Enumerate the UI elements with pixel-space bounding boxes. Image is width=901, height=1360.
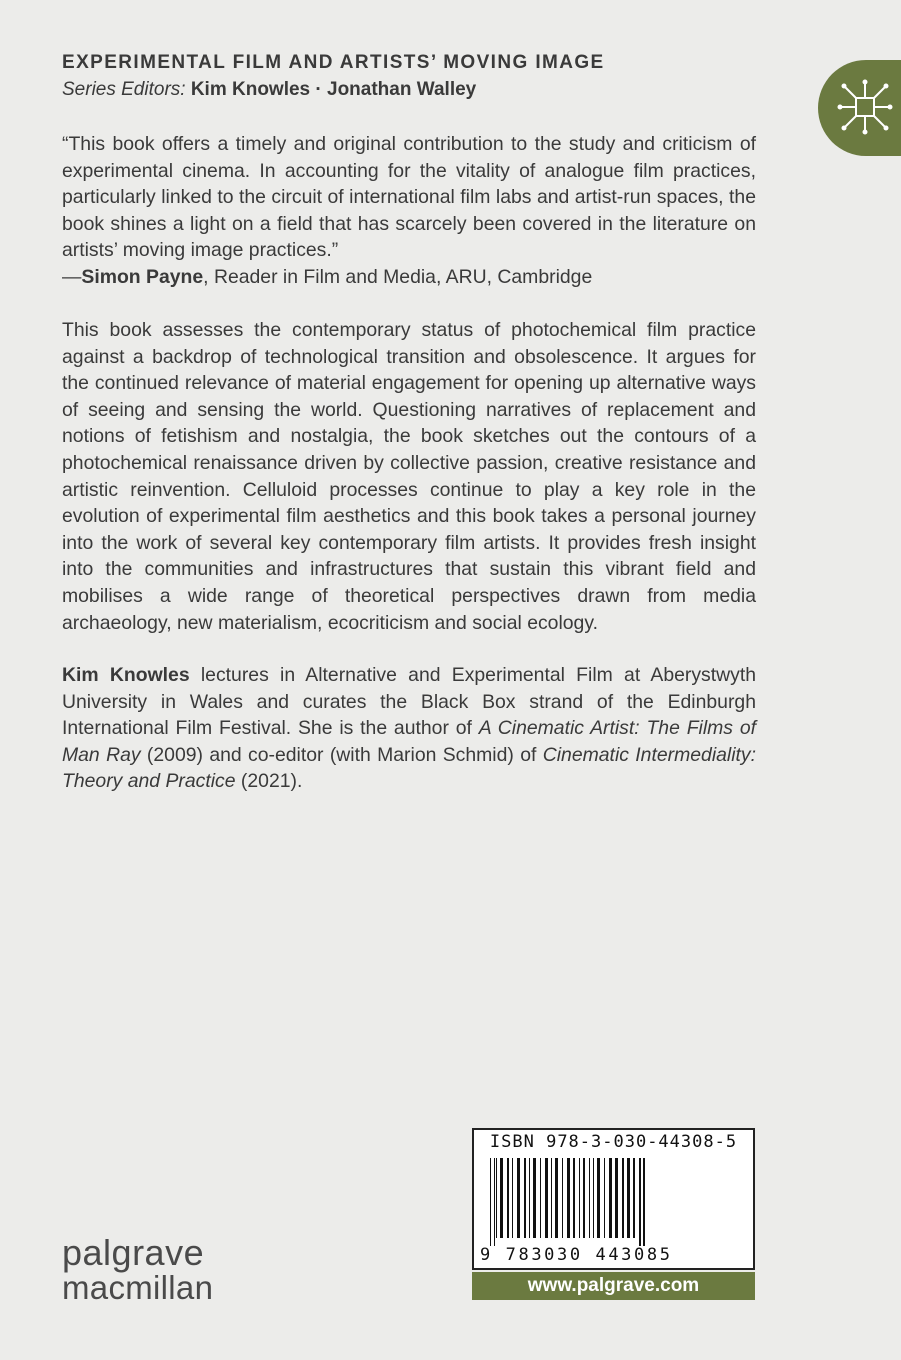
series-logo-tab — [818, 60, 901, 156]
barcode-bar — [597, 1158, 600, 1238]
bio-text-3: (2021). — [235, 770, 303, 793]
barcode-bar — [562, 1158, 563, 1238]
isbn-barcode — [472, 1128, 755, 1270]
barcode-bar — [540, 1158, 541, 1238]
book-description: This book assesses the contemporary status of photochemical film practice against a backdrop of technological transition and obsolescence. It argues for the continued relevance of material engagement for opening up alternative ways of seeing and sensing the world. Questioning narratives of replacement and notions of fetishism and nostalgia, the book sketches out the contours of a photochemical renaissance driven by collective passion, creative resistance and artistic reinvention. Celluloid processes continue to play a key role in the evolution of experimental film aesthetics and this book takes a personal journey into the work of several key contemporary film artists. It provides fresh insight into the communities and infrastructures that sustain this vibrant field and mobilises a wide range of theoretical perspectives drawn from media archaeology, new materialism, ecocriticism and social ecology. — [62, 319, 756, 634]
barcode-bar — [551, 1158, 552, 1238]
series-editors-label: Series Editors: — [62, 79, 186, 100]
publisher-website[interactable]: www.palgrave.com — [472, 1272, 755, 1300]
barcode-bar — [533, 1158, 536, 1238]
barcode-bar — [583, 1158, 585, 1238]
publisher-logo-line1: palgrave — [62, 1232, 205, 1273]
barcode-bar — [604, 1158, 605, 1238]
barcode-bar — [555, 1158, 558, 1238]
barcode-digits: 9 783030 443085 — [480, 1245, 673, 1265]
quote-attribution — [62, 264, 592, 291]
attribution-dash: — — [62, 266, 82, 288]
attribution-role: , Reader in Film and Media, ARU, Cambridge — [203, 266, 593, 288]
barcode-bar — [517, 1158, 520, 1238]
barcode-bar — [496, 1158, 497, 1238]
barcode-bar — [643, 1158, 645, 1246]
barcode-bar — [494, 1158, 495, 1246]
barcode-bar — [609, 1158, 612, 1238]
bio-text-2: (2009) and co-editor (with Marion Schmid) of — [140, 743, 543, 766]
barcode-bar — [622, 1158, 624, 1238]
attribution-name: Simon Payne — [81, 266, 204, 288]
series-editors — [62, 79, 476, 101]
barcode-bar — [579, 1158, 580, 1238]
bio-book-title-1: A Cinematic Artist: The Films of Man Ray — [62, 717, 756, 766]
bio-book-title-2: Cinematic Intermediality: Theory and Practice — [62, 743, 756, 793]
barcode-bars — [488, 1158, 743, 1246]
barcode-bar — [593, 1158, 594, 1238]
endorsement-quote: “This book offers a timely and original contribution to the study and criticism of experimental cinema. In accounting for the vitality of analogue film practices, particularly linked to the circuit of international film labs and artist-run spaces, the book shines a light on a field that has scarcely been covered in the literature on artists’ moving image practices.” — [62, 133, 756, 262]
barcode-bar — [490, 1158, 491, 1246]
series-title: EXPERIMENTAL FILM AND ARTISTS’ MOVING IMAGE — [62, 52, 605, 73]
barcode-bar — [589, 1158, 590, 1238]
barcode-bar — [507, 1158, 509, 1238]
barcode-bar — [567, 1158, 570, 1238]
bio-author-name: Kim Knowles — [62, 664, 190, 686]
barcode-bar — [512, 1158, 513, 1238]
barcode-bar — [639, 1158, 641, 1246]
barcode-bar — [545, 1158, 548, 1238]
publisher-logo-line2: macmillan — [62, 1269, 214, 1306]
publisher-logo — [62, 1232, 214, 1306]
barcode-bar — [615, 1158, 618, 1238]
author-bio — [62, 662, 756, 795]
barcode-bar — [529, 1158, 530, 1238]
series-editors-names: Kim Knowles · Jonathan Walley — [190, 79, 477, 100]
bio-text-1: lectures in Alternative and Experimental Film at Aberystwyth University in Wales and curates the Black Box strand of the Edinburgh International Film Festival. She is the author of — [62, 664, 756, 740]
barcode-bar — [633, 1158, 635, 1238]
barcode-bar — [627, 1158, 630, 1238]
barcode-bar — [524, 1158, 526, 1238]
barcode-bar — [500, 1158, 503, 1238]
network-node-icon — [832, 76, 898, 140]
isbn-number: ISBN 978-3-030-44308-5 — [489, 1132, 738, 1152]
barcode-bar — [573, 1158, 575, 1238]
